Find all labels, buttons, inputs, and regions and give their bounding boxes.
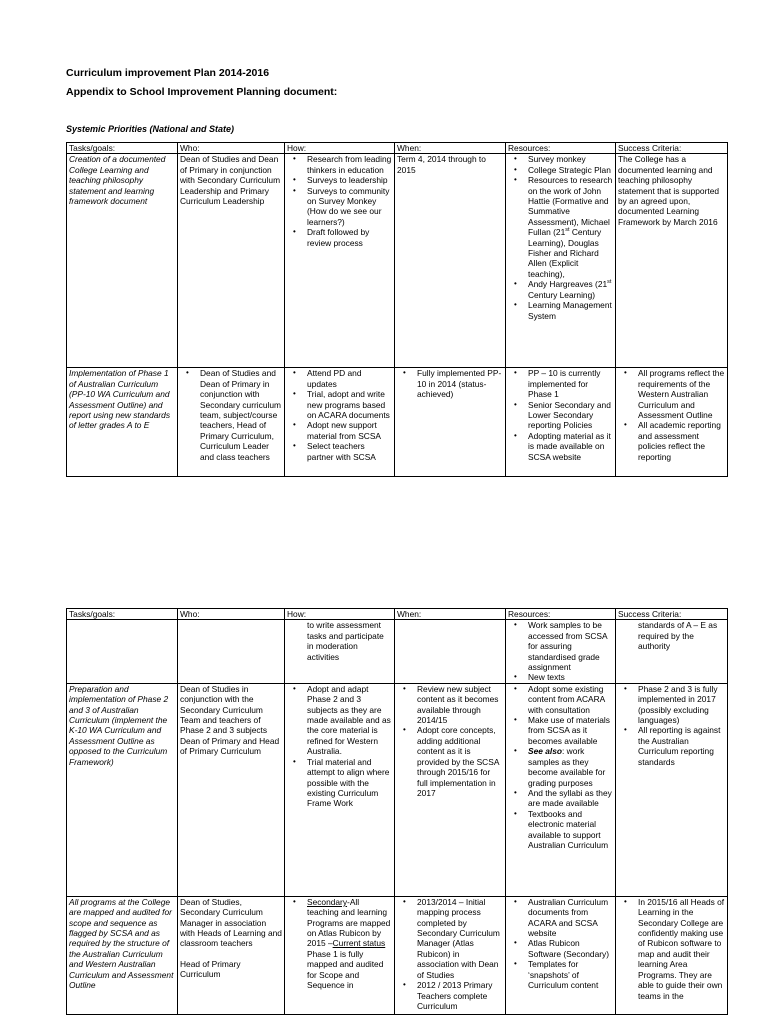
list-item: • 2013/2014 – Initial mapping process completed by Secondary Curriculum Manager (Atlas Rubicon) in association with Dean of Studies xyxy=(417,897,503,980)
cell-who xyxy=(178,368,285,477)
list-item: • Research from leading thinkers in education xyxy=(307,154,392,175)
cell-resources xyxy=(506,683,616,896)
cell-task: Preparation and implementation of Phase 2 and 3 of Australian Curriculum (implement the K-10 WA Curriculum and Assessment Outline as opposed to the Curriculum Framework) xyxy=(67,683,178,896)
cell-resources xyxy=(506,620,616,683)
cell-how xyxy=(285,368,395,477)
list-item: • Andy Hargreaves (21st Century Learning) xyxy=(528,279,613,300)
table-row xyxy=(67,368,728,477)
list-item: • 2012 / 2013 Primary Teachers complete Curriculum xyxy=(417,980,503,1011)
cell-who xyxy=(178,896,285,1014)
list-item: • All reporting is against the Australian Curriculum reporting standards xyxy=(638,725,725,767)
list-item: • Resources to research on the work of John Hattie (Formative and Summative Assessment), Michael Fullan (21st Century Learning), Douglas Fisher and Richard Allen (Explicit teaching), xyxy=(528,175,613,279)
column-header: How: xyxy=(285,143,395,154)
list-item: • Fully implemented PP-10 in 2014 (status- achieved) xyxy=(417,368,503,399)
list-item: • All academic reporting and assessment policies reflect the reporting xyxy=(638,420,725,462)
cell-success xyxy=(616,683,728,896)
list-item: • All programs reflect the requirements of the Western Australian Curriculum and Assessment Outline xyxy=(638,368,725,420)
list-item: • Phase 2 and 3 is fully implemented in 2017 (possibly excluding languages) xyxy=(638,684,725,726)
cell-resources xyxy=(506,368,616,477)
table-row xyxy=(67,683,728,896)
section-heading: Systemic Priorities (National and State) xyxy=(66,124,235,134)
column-header: When: xyxy=(395,609,506,620)
list-item: • Adopt some existing content from ACARA with consultation xyxy=(528,684,613,715)
list-item: • In 2015/16 all Heads of Learning in the Secondary College are confidently making use of Rubicon software to map and audit their learning Area Programs. They are able to guide their own teams in the xyxy=(638,897,725,1001)
document-title: Curriculum improvement Plan 2014-2016 xyxy=(66,67,270,79)
table-row xyxy=(67,896,728,1014)
column-header: How: xyxy=(285,609,395,620)
list-item: • Make use of materials from SCSA as it becomes available xyxy=(528,715,613,746)
cell-who: Dean of Studies and Dean of Primary in conjunction with Secondary Curriculum Leadership and Primary Curriculum Leadership xyxy=(178,154,285,368)
list-item: • Survey monkey xyxy=(528,154,613,164)
list-item: • Work samples to be accessed from SCSA for assuring standardised grade assignment xyxy=(528,620,613,672)
cell-task: Creation of a documented College Learning and teaching philosophy statement and learning framework document xyxy=(67,154,178,368)
list-item: • Secondary-All teaching and learning Programs are mapped on Atlas Rubicon by 2015 –Current status Phase 1 is fully mapped and audited for Scope and Sequence in xyxy=(307,897,392,991)
column-header: Tasks/goals: xyxy=(67,609,178,620)
cell-success xyxy=(616,368,728,477)
cell-who xyxy=(178,620,285,683)
column-header: Tasks/goals: xyxy=(67,143,178,154)
list-item: • New texts xyxy=(528,672,613,682)
table-row xyxy=(67,620,728,683)
cell-when xyxy=(395,620,506,683)
column-header: When: xyxy=(395,143,506,154)
cell-who: Dean of Studies in conjunction with the Secondary Curriculum Team and teachers of Phase 2 and 3 subjects Dean of Primary and Head of Primary Curriculum xyxy=(178,683,285,896)
cell-success xyxy=(616,896,728,1014)
cell-when xyxy=(395,896,506,1014)
column-header: Resources: xyxy=(506,609,616,620)
cell-how xyxy=(285,154,395,368)
list-item: • College Strategic Plan xyxy=(528,165,613,175)
cell-resources xyxy=(506,896,616,1014)
list-item: • Adopt and adapt Phase 2 and 3 subjects as they are made available and as the core material is refined for Western Australia. xyxy=(307,684,392,757)
list-item: • Learning Management System xyxy=(528,300,613,321)
table-row xyxy=(67,154,728,368)
document-subtitle: Appendix to School Improvement Planning document: xyxy=(66,86,338,98)
table-header-row xyxy=(67,609,728,620)
continued-text: standards of A – E as required by the authority xyxy=(638,620,718,652)
priorities-table-2 xyxy=(66,608,728,1015)
cell-success: The College has a documented learning and teaching philosophy statement that is supported by an agreed upon, documented Learning Framework by March 2016 xyxy=(616,154,728,368)
list-item: • PP – 10 is currently implemented for Phase 1 xyxy=(528,368,613,399)
cell-when xyxy=(395,368,506,477)
column-header: Who: xyxy=(178,609,285,620)
column-header: Who: xyxy=(178,143,285,154)
who-text: Head of Primary Curriculum xyxy=(180,958,241,980)
cell-when xyxy=(395,683,506,896)
list-item: • Draft followed by review process xyxy=(307,227,392,248)
cell-success xyxy=(616,620,728,683)
cell-how xyxy=(285,896,395,1014)
list-item: • See also: work samples as they become available for grading purposes xyxy=(528,746,613,788)
cell-how xyxy=(285,683,395,896)
column-header: Resources: xyxy=(506,143,616,154)
list-item: • Textbooks and electronic material available to support Australian Curriculum xyxy=(528,809,613,851)
cell-resources xyxy=(506,154,616,368)
cell-task: Implementation of Phase 1 of Australian Curriculum (PP-10 WA Curriculum and Assessment Outline) and report using new standards of letter grades A to E xyxy=(67,368,178,477)
list-item: • Adopt core concepts, adding additional content as it is provided by the SCSA through 2015/16 for full implementation in 2017 xyxy=(417,725,503,798)
table-header-row xyxy=(67,143,728,154)
cell-task: All programs at the College are mapped and audited for scope and sequence as flagged by SCSA and as required by the structure of the Australian Curriculum and Western Australian Curriculum and Assessment Outline xyxy=(67,896,178,1014)
list-item: • Adopting material as it is made available on SCSA website xyxy=(528,431,613,462)
list-item: • Australian Curriculum documents from ACARA and SCSA website xyxy=(528,897,613,939)
column-header: Success Criteria: xyxy=(616,609,728,620)
priorities-table-1 xyxy=(66,142,728,477)
list-item: • Dean of Studies and Dean of Primary in conjunction with Secondary curriculum team, subject/course teachers, Head of Primary Curriculum, Curriculum Leader and class teachers xyxy=(200,368,282,462)
cell-when: Term 4, 2014 through to 2015 xyxy=(395,154,506,368)
list-item: • Adopt new support material from SCSA xyxy=(307,420,392,441)
list-item: • Atlas Rubicon Software (Secondary) xyxy=(528,938,613,959)
who-text: Dean of Studies, Secondary Curriculum Manager in association with Heads of Learning and classroom teachers xyxy=(180,896,282,949)
cell-how xyxy=(285,620,395,683)
list-item: • Surveys to community on Survey Monkey (How do we see our learners?) xyxy=(307,186,392,228)
list-item: • Surveys to leadership xyxy=(307,175,392,185)
list-item: • Senior Secondary and Lower Secondary reporting Policies xyxy=(528,400,613,431)
list-item: • Templates for ‘snapshots’ of Curriculum content xyxy=(528,959,613,990)
cell-task xyxy=(67,620,178,683)
list-item: • Trial material and attempt to align where possible with the existing Curriculum Frame Work xyxy=(307,757,392,809)
column-header: Success Criteria: xyxy=(616,143,728,154)
continued-text: to write assessment tasks and participate in moderation activities xyxy=(307,620,384,662)
list-item: • Select teachers partner with SCSA xyxy=(307,441,392,462)
list-item: • Review new subject content as it becomes available through 2014/15 xyxy=(417,684,503,726)
list-item: • And the syllabi as they are made available xyxy=(528,788,613,809)
list-item: • Trial, adopt and write new programs based on ACARA documents xyxy=(307,389,392,420)
list-item: • Attend PD and updates xyxy=(307,368,392,389)
